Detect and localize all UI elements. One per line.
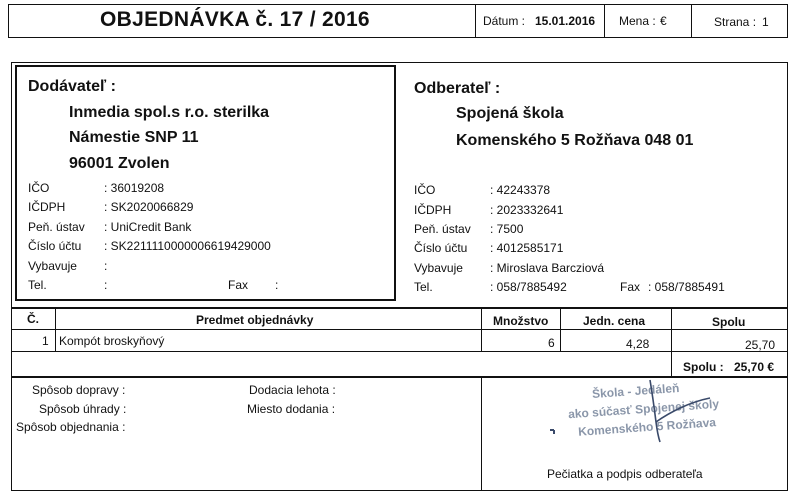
customer-account-label: Číslo účtu bbox=[414, 241, 468, 255]
signature-label: Pečiatka a podpis odberateľa bbox=[547, 467, 703, 481]
row-total: 25,70 bbox=[745, 338, 776, 352]
customer-icdph-value: : 2023332641 bbox=[490, 203, 564, 217]
stamp-line-1: Škola - Jedáleň bbox=[591, 380, 680, 402]
document-title: OBJEDNÁVKA č. 17 / 2016 bbox=[100, 8, 370, 31]
supplier-street: Námestie SNP 11 bbox=[69, 129, 199, 146]
payment-label: Spôsob úhrady : bbox=[39, 402, 127, 416]
customer-ico-value: : 42243378 bbox=[490, 183, 551, 197]
supplier-bank-label: Peň. ústav bbox=[28, 220, 85, 234]
supplier-fax-label: Fax bbox=[228, 278, 249, 292]
supplier-name: Inmedia spol.s r.o. sterilka bbox=[69, 104, 270, 121]
stamp-line-2: ako súčasť Spojenej školy bbox=[567, 396, 720, 422]
currency-value: € bbox=[660, 14, 667, 28]
col-header-price: Jedn. cena bbox=[583, 314, 646, 328]
supplier-icdph-label: IČDPH bbox=[28, 200, 66, 214]
col-divider-price bbox=[560, 308, 561, 351]
customer-heading: Odberateľ : bbox=[414, 80, 501, 97]
footer-divider bbox=[481, 377, 482, 491]
supplier-city: 96001 Zvolen bbox=[69, 155, 170, 172]
customer-icdph-label: IČDPH bbox=[414, 203, 452, 217]
delivery-time-label: Dodacia lehota : bbox=[249, 383, 336, 397]
customer-fax-label: Fax bbox=[620, 280, 641, 294]
row-item: Kompót broskyňový bbox=[59, 334, 165, 348]
supplier-ico-value: : 36019208 bbox=[104, 181, 165, 195]
supplier-tel-label: Tel. bbox=[28, 278, 47, 292]
customer-name: Spojená škola bbox=[456, 105, 564, 122]
page-label: Strana : bbox=[714, 15, 757, 29]
col-header-total: Spolu bbox=[712, 315, 746, 329]
customer-contact-label: Vybavuje bbox=[414, 261, 463, 275]
col-divider-total bbox=[671, 308, 672, 351]
date-value: 15.01.2016 bbox=[535, 14, 596, 28]
supplier-tel-value: : bbox=[104, 278, 108, 292]
col-divider-c bbox=[55, 308, 56, 351]
customer-contact-value: : Miroslava Barcziová bbox=[490, 261, 605, 275]
order-method-label: Spôsob objednania : bbox=[16, 420, 126, 434]
customer-tel-label: Tel. bbox=[414, 280, 433, 294]
row-price: 4,28 bbox=[626, 337, 650, 351]
col-header-qty: Množstvo bbox=[493, 314, 549, 328]
customer-ico-label: IČO bbox=[414, 183, 436, 197]
row-c: 1 bbox=[42, 334, 49, 348]
col-divider-qty bbox=[481, 308, 482, 351]
supplier-icdph-value: : SK2020066829 bbox=[104, 200, 194, 214]
supplier-bank-value: : UniCredit Bank bbox=[104, 220, 192, 234]
customer-fax-value: : 058/7885491 bbox=[648, 280, 725, 294]
page-value: 1 bbox=[762, 15, 769, 29]
delivery-place-label: Miesto dodania : bbox=[247, 402, 336, 416]
supplier-heading: Dodávateľ : bbox=[28, 78, 116, 95]
signature-scribble bbox=[540, 372, 780, 452]
sum-label: Spolu : bbox=[683, 360, 724, 374]
supplier-account-label: Číslo účtu bbox=[28, 239, 82, 253]
customer-tel-value: : 058/7885492 bbox=[490, 280, 567, 294]
customer-address: Komenského 5 Rožňava 048 01 bbox=[456, 132, 694, 149]
transport-label: Spôsob dopravy : bbox=[32, 383, 126, 397]
customer-account-value: : 4012585171 bbox=[490, 241, 564, 255]
supplier-contact-label: Vybavuje bbox=[28, 259, 77, 273]
supplier-fax-value: : bbox=[275, 278, 279, 292]
sum-value: 25,70 € bbox=[734, 360, 775, 374]
row-qty: 6 bbox=[548, 336, 555, 350]
date-label: Dátum : bbox=[483, 14, 526, 28]
supplier-account-value: : SK2211110000006619429000 bbox=[104, 239, 271, 253]
supplier-ico-label: IČO bbox=[28, 181, 50, 195]
customer-bank-label: Peň. ústav bbox=[414, 222, 471, 236]
supplier-contact-value: : bbox=[104, 259, 108, 273]
col-header-item: Predmet objednávky bbox=[196, 313, 314, 327]
stamp-line-3: Komenského 5 Rožňava bbox=[577, 415, 717, 439]
col-header-c: Č. bbox=[27, 312, 39, 326]
customer-bank-value: : 7500 bbox=[490, 222, 524, 236]
currency-label: Mena : bbox=[619, 14, 656, 28]
